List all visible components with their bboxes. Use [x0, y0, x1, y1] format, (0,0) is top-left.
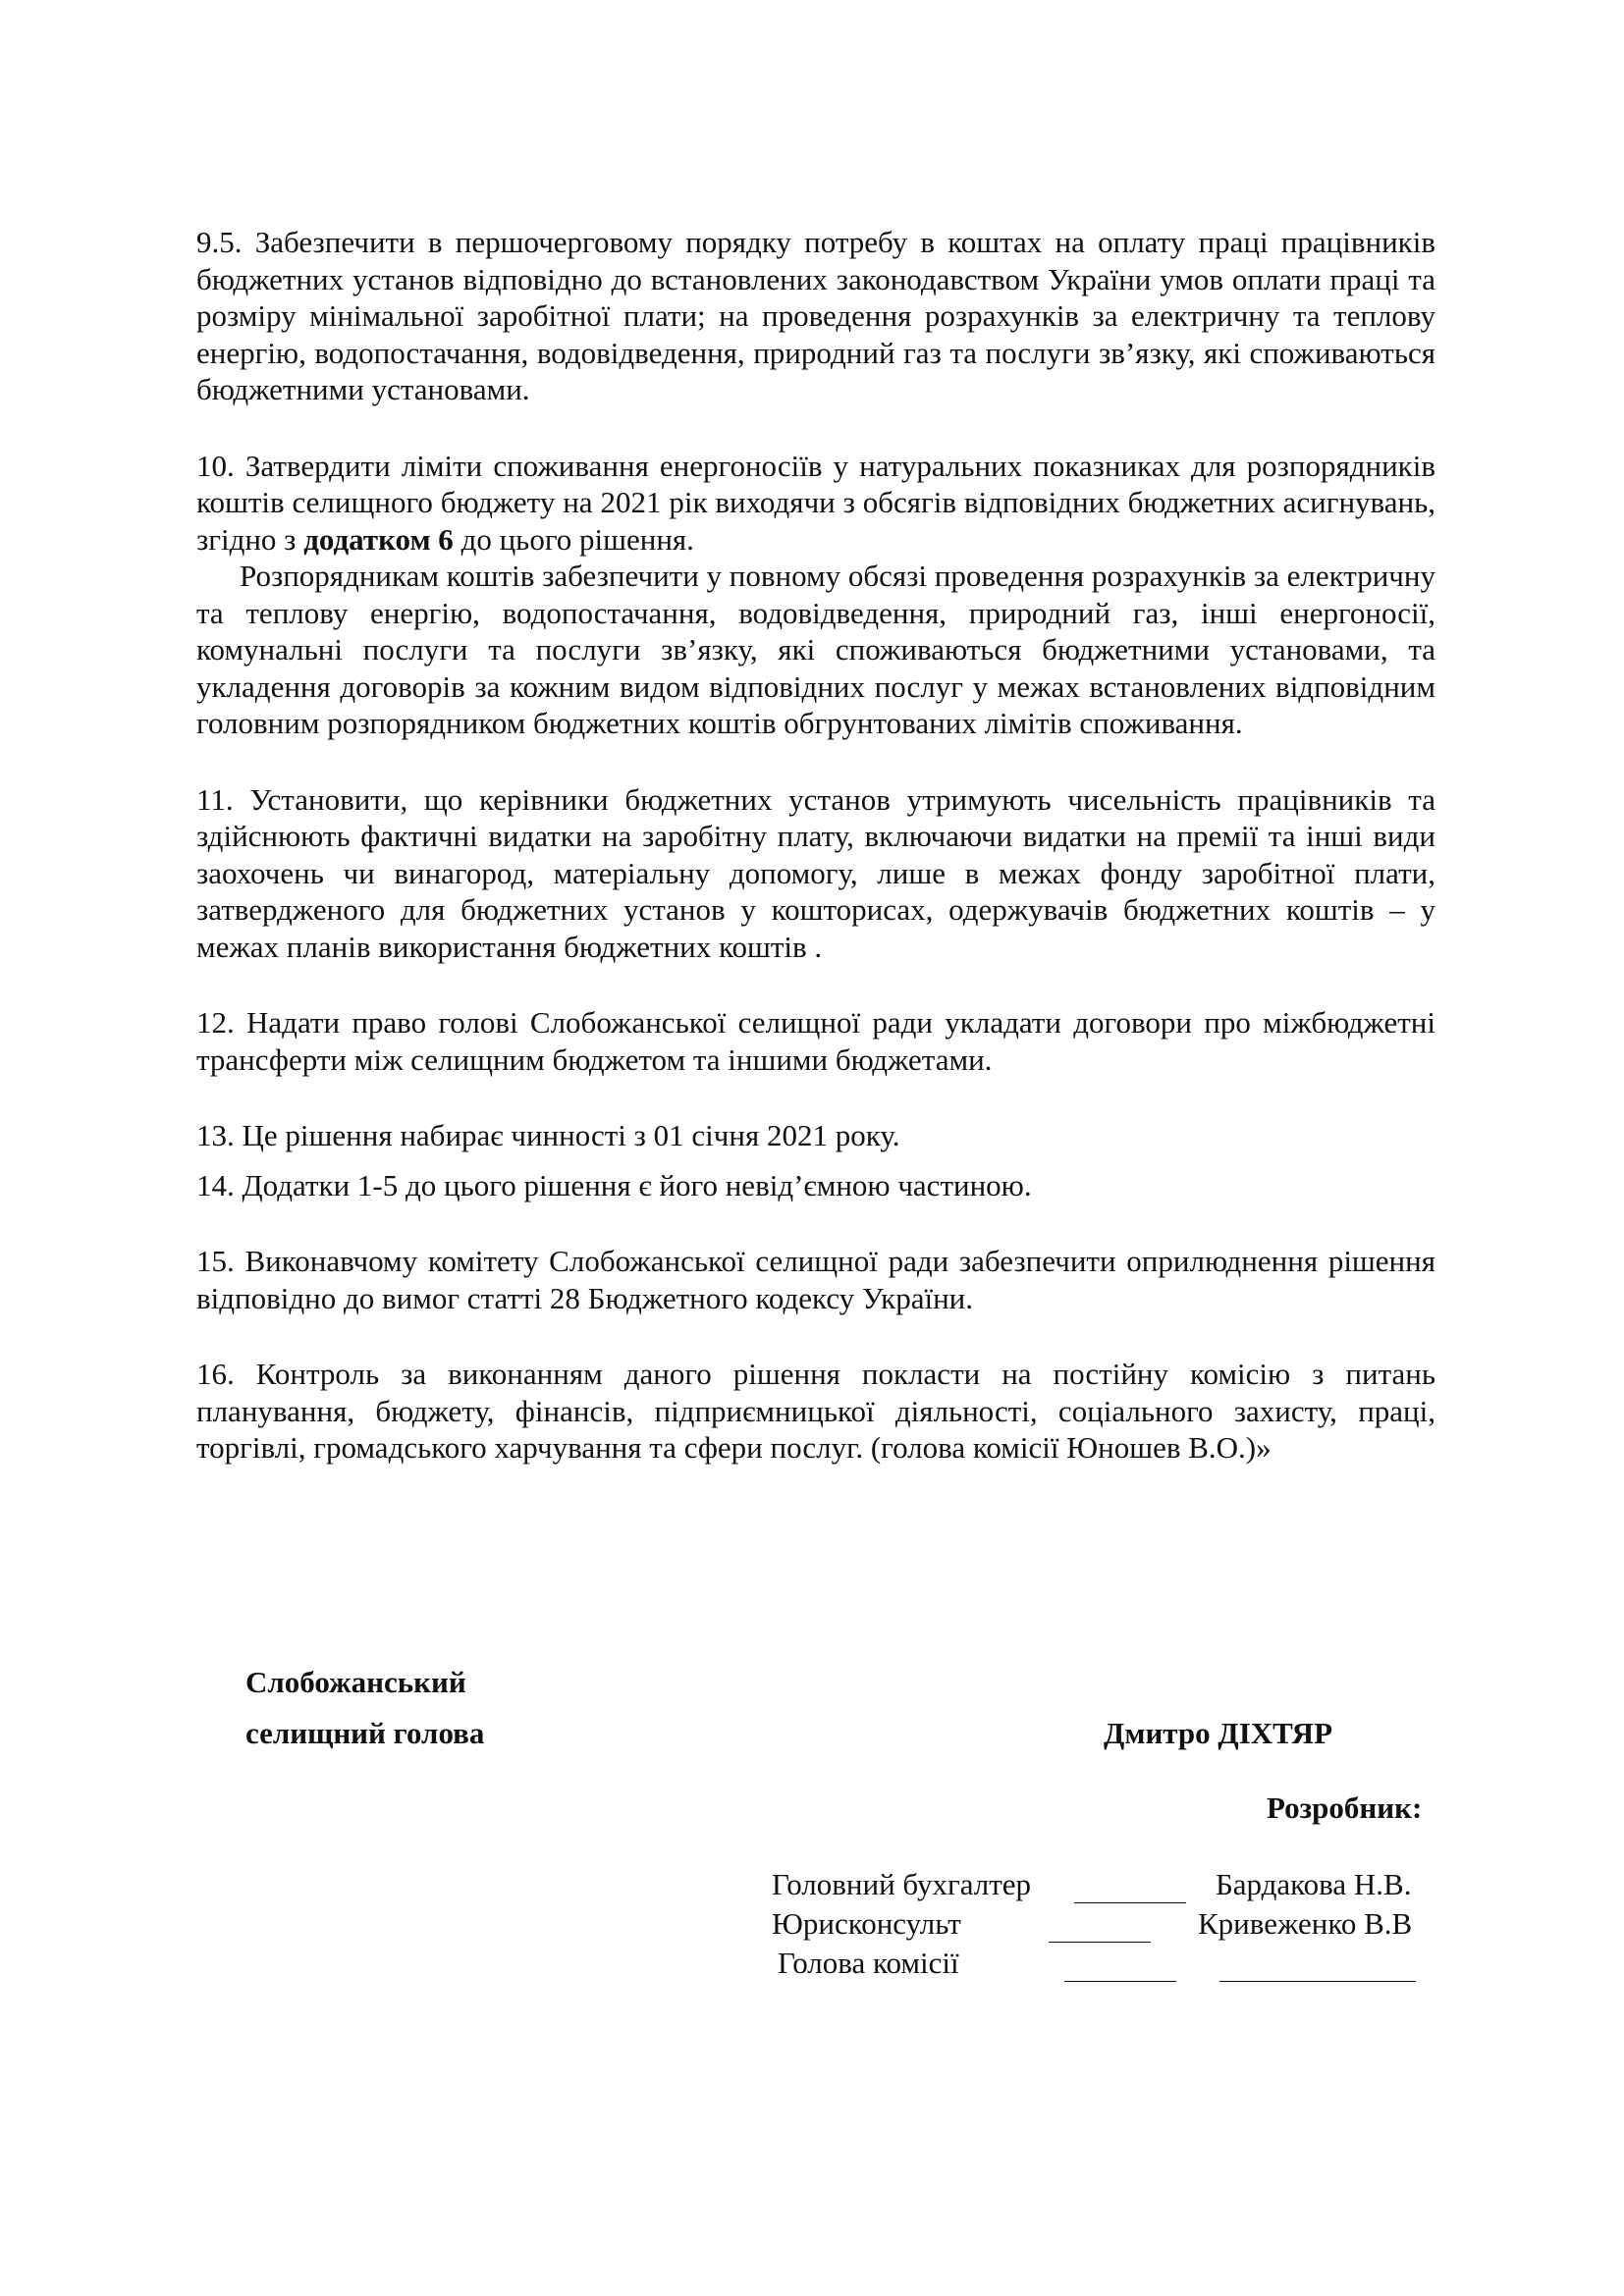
paragraph-9-5: 9.5. Забезпечити в першочерговому порядку потребу в коштах на оплату праці працівників бюджетних установ відповідно до встановлених законодавством України умов оплати праці та розміру мінімальної заробітної плати; на проведення розрахунків за електричну та теплову енергію, водопостачання, водовідведення, природний газ та послуги зв’язку, які споживаються бюджетними установами.	[196, 225, 1435, 406]
paragraph-15: 15. Виконавчому комітету Слобожанської селищної ради забезпечити оприлюднення рішення відповідно до вимог статті 28 Бюджетного кодексу України.	[196, 1244, 1435, 1315]
developer-role: Головний бухгалтер	[772, 1867, 1032, 1901]
paragraph-16: 16. Контроль за виконанням даного рішення покласти на постійну комісію з питань планування, бюджету, фінансів, підприємницької діяльності, соціального захисту, праці, торгівлі, громадського харчування та сфери послуг. (голова комісії Юношев В.О.)»	[196, 1357, 1435, 1465]
paragraph-13: 13. Це рішення набирає чинності з 01 січня 2021 року.	[196, 1118, 900, 1152]
paragraph-12: 12. Надати право голові Слобожанської селищної ради укладати договори про міжбюджетні трансферти між селищним бюджетом та іншими бюджетами.	[196, 1005, 1435, 1077]
document-body	[196, 224, 1435, 1467]
paragraph-10-bold-ref: додатком 6	[303, 521, 454, 557]
developer-role: Юрисконсульт	[772, 1906, 961, 1941]
developer-name: Бардакова Н.В.	[1216, 1867, 1412, 1901]
paragraph-10-tail: до цього рішення.	[453, 521, 694, 557]
paragraph-11: 11. Установити, що керівники бюджетних установ утримують чисельність працівників та здійснюють фактичні видатки на заробітну плату, включаючи видатки на премії та інші види заохочень чи винагород, матеріальну допомогу, лише в межах фонду заробітної плати, затвердженого для бюджетних установ у кошторисах, одержувачів бюджетних коштів – у межах планів використання бюджетних коштів .	[196, 781, 1435, 964]
signature-line	[1074, 1877, 1186, 1903]
paragraph-10	[196, 448, 1435, 559]
paragraph-10-sub: Розпорядникам коштів забезпечити у повному обсязі проведення розрахунків за електричну та теплову енергію, водопостачання, водовідведення, природний газ, інші енергоносії, комунальні послуги та послуги зв’язку, які споживаються бюджетними установами, та укладення договорів за кожним видом відповідних послуг у межах встановлених відповідним головним розпорядником бюджетних коштів обгрунтованих лімітів споживання.	[196, 559, 1435, 740]
paragraph-14: 14. Додатки 1-5 до цього рішення є його невід’ємною частиною.	[196, 1167, 1032, 1202]
signature-title	[245, 1657, 484, 1759]
developer-name: Кривеженко В.В	[1198, 1906, 1413, 1941]
signature-line	[1049, 1916, 1151, 1943]
developer-row	[772, 1904, 961, 1944]
paragraph-10-text: 10. Затвердити ліміти споживання енергоносіїв у натуральних показниках для розпорядників коштів селищного бюджету на 2021 рік виходячи з обсягів відповідних бюджетних асигнувань, згідно з	[196, 448, 1435, 557]
developer-heading: Розробник:	[1267, 1790, 1423, 1825]
signature-title-line-1: Слобожанський	[245, 1665, 466, 1699]
signature-name: Дмитро ДІХТЯР	[1104, 1716, 1332, 1750]
signature-title-line-2: селищний голова	[245, 1716, 485, 1750]
name-line	[1219, 1955, 1416, 1982]
signature-line	[1064, 1955, 1176, 1982]
developer-role: Голова комісії	[778, 1946, 959, 1980]
developer-row	[778, 1944, 959, 1983]
developer-row	[772, 1865, 1031, 1904]
